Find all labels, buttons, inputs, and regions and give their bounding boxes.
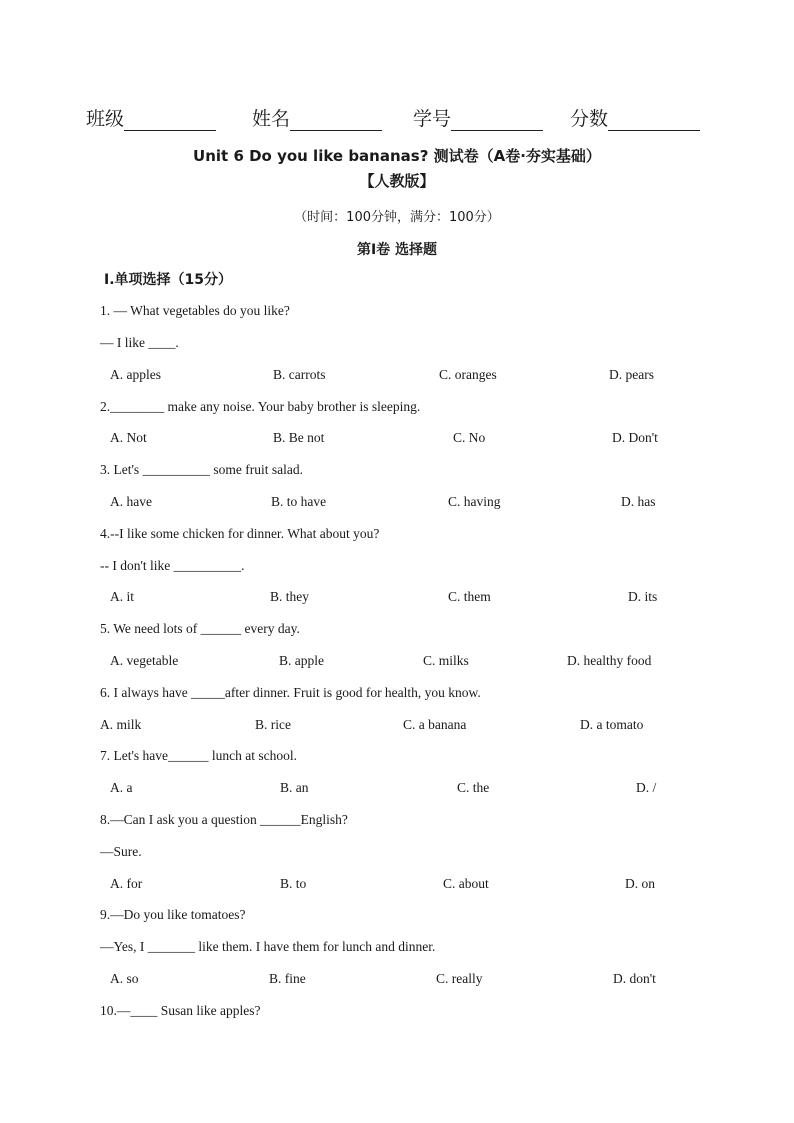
q3-option-b[interactable]: B. to have [271, 494, 327, 509]
class-label: 班级 [86, 108, 125, 130]
q4-option-c[interactable]: C. them [448, 589, 491, 604]
q1-option-c[interactable]: C. oranges [439, 367, 497, 382]
question-9-response: —Yes, I _______ like them. I have them for lunch and dinner. [100, 939, 436, 954]
q6-option-c[interactable]: C. a banana [403, 717, 467, 732]
score-label: 分数 [570, 108, 609, 130]
part-heading: 第Ⅰ卷 选择题 [356, 242, 438, 258]
name-field [252, 104, 382, 131]
q7-option-b[interactable]: B. an [280, 780, 309, 795]
q2-option-c[interactable]: C. No [453, 430, 486, 445]
q8-option-b[interactable]: B. to [280, 876, 307, 891]
class-field [86, 104, 216, 131]
q7-option-d[interactable]: D. / [636, 780, 657, 795]
q2-option-d[interactable]: D. Don't [612, 430, 658, 445]
question-10-stem: 10.—____ Susan like apples? [100, 1003, 261, 1018]
q5-option-d[interactable]: D. healthy food [567, 653, 652, 668]
question-4-stem: 4.--I like some chicken for dinner. What about you? [100, 526, 380, 541]
q9-option-d[interactable]: D. don't [613, 971, 656, 986]
question-8-stem: 8.—Can I ask you a question ______English? [100, 812, 348, 827]
q8-option-a[interactable]: A. for [110, 876, 143, 891]
score-field [570, 104, 700, 131]
question-8-response: —Sure. [100, 844, 142, 859]
time-info: （时间：100分钟，满分：100分） [294, 210, 500, 225]
q1-option-d[interactable]: D. pears [609, 367, 654, 382]
student-id-field [413, 104, 543, 131]
q5-option-c[interactable]: C. milks [423, 653, 469, 668]
q7-option-c[interactable]: C. the [457, 780, 490, 795]
question-1-response: — I like ____. [100, 335, 179, 350]
class-blank[interactable] [124, 110, 216, 131]
q3-option-d[interactable]: D. has [621, 494, 656, 509]
question-5-stem: 5. We need lots of ______ every day. [100, 621, 300, 636]
question-7-stem: 7. Let's have______ lunch at school. [100, 748, 298, 763]
page-title: Unit 6 Do you like bananas? 测试卷（A卷·夯实基础） [193, 147, 601, 165]
edition-label: 【人教版】 [359, 172, 435, 190]
name-label: 姓名 [252, 108, 291, 130]
q4-option-b[interactable]: B. they [270, 589, 309, 604]
q1-option-a[interactable]: A. apples [110, 367, 161, 382]
question-4-response: -- I don't like __________. [100, 558, 245, 573]
question-6-stem: 6. I always have _____after dinner. Fruit is good for health, you know. [100, 685, 481, 700]
q7-option-a[interactable]: A. a [110, 780, 133, 795]
question-1-stem: 1. — What vegetables do you like? [100, 303, 290, 318]
q8-option-c[interactable]: C. about [443, 876, 489, 891]
q9-option-c[interactable]: C. really [436, 971, 483, 986]
section-heading: Ⅰ.单项选择（15分） [104, 272, 233, 288]
question-9-stem: 9.—Do you like tomatoes? [100, 907, 246, 922]
q5-option-a[interactable]: A. vegetable [110, 653, 179, 668]
score-blank[interactable] [608, 110, 700, 131]
q6-option-b[interactable]: B. rice [255, 717, 291, 732]
student-id-blank[interactable] [451, 110, 543, 131]
q1-option-b[interactable]: B. carrots [273, 367, 326, 382]
q6-option-a[interactable]: A. milk [100, 717, 142, 732]
q4-option-a[interactable]: A. it [110, 589, 135, 604]
q2-option-b[interactable]: B. Be not [273, 430, 325, 445]
student-id-label: 学号 [413, 108, 452, 130]
q9-option-b[interactable]: B. fine [269, 971, 306, 986]
question-3-stem: 3. Let's __________ some fruit salad. [100, 462, 304, 477]
q8-option-d[interactable]: D. on [625, 876, 655, 891]
q5-option-b[interactable]: B. apple [279, 653, 324, 668]
name-blank[interactable] [290, 110, 382, 131]
q9-option-a[interactable]: A. so [110, 971, 139, 986]
question-2-stem: 2.________ make any noise. Your baby brother is sleeping. [100, 399, 421, 414]
q2-option-a[interactable]: A. Not [110, 430, 147, 445]
q4-option-d[interactable]: D. its [628, 589, 658, 604]
q3-option-c[interactable]: C. having [448, 494, 501, 509]
q3-option-a[interactable]: A. have [110, 494, 152, 509]
q6-option-d[interactable]: D. a tomato [580, 717, 644, 732]
